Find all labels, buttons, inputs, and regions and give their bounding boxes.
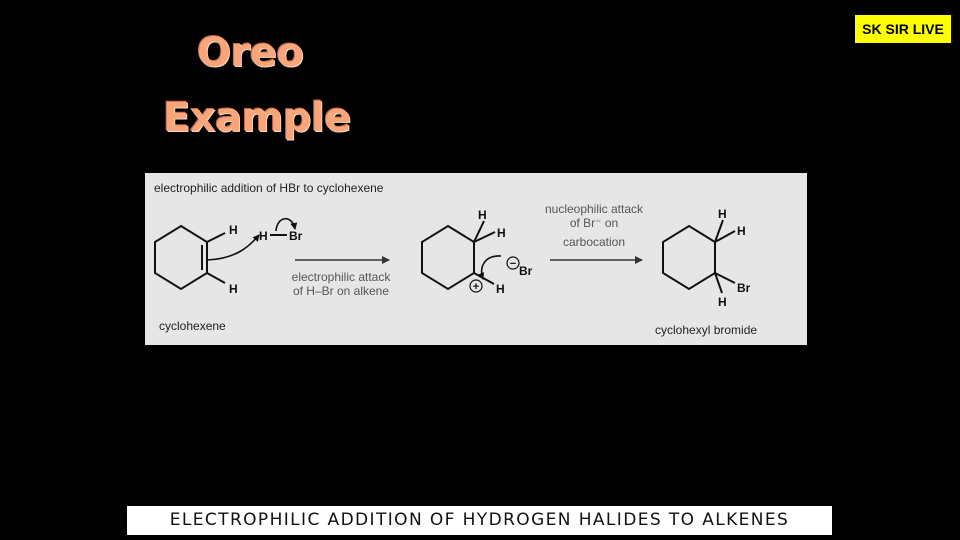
carbocation-structure (422, 221, 495, 289)
reagent-br: Br (289, 229, 303, 243)
bromide-ion: Br (519, 264, 533, 278)
reaction-diagram-panel (145, 173, 807, 345)
cyclohexene-structure (155, 226, 225, 289)
curly-arrow-br-to-cation (482, 256, 501, 279)
step2-label-line2: of Br⁻ on (569, 216, 619, 230)
slide-title-line-2: Example (163, 95, 351, 141)
carbocation-h-bottom: H (496, 282, 505, 296)
step2-label-line1: nucleophilic attack (544, 202, 644, 216)
cyclohexene-h-top: H (229, 223, 238, 237)
product-h-bottom: H (718, 295, 727, 309)
channel-badge: SK SIR LIVE (855, 15, 951, 43)
carbocation-h-top: H (478, 208, 487, 222)
slide-caption: ELECTROPHILIC ADDITION OF HYDROGEN HALIDES TO ALKENES (127, 506, 832, 535)
step1-label-line2: of H–Br on alkene (292, 284, 390, 298)
reagent-h: H (259, 229, 268, 243)
step1-label-line1: electrophilic attack (291, 270, 391, 284)
diagram-heading: electrophilic addition of HBr to cyclohexene (154, 181, 384, 195)
cyclohexene-h-bottom: H (229, 282, 238, 296)
step2-label-line3: carbocation (562, 235, 626, 249)
product-br: Br (737, 281, 751, 295)
positive-charge-sign: + (472, 281, 480, 293)
product-name: cyclohexyl bromide (655, 323, 758, 337)
cyclohexyl-bromide-structure (663, 220, 735, 293)
product-h-right: H (737, 224, 746, 238)
reactant-name: cyclohexene (159, 319, 226, 333)
reaction-diagram (145, 173, 807, 345)
product-h-top: H (718, 207, 727, 221)
carbocation-h-right: H (497, 226, 506, 240)
negative-charge-sign: − (509, 258, 517, 270)
slide-title-line-1: Oreo (197, 30, 304, 76)
